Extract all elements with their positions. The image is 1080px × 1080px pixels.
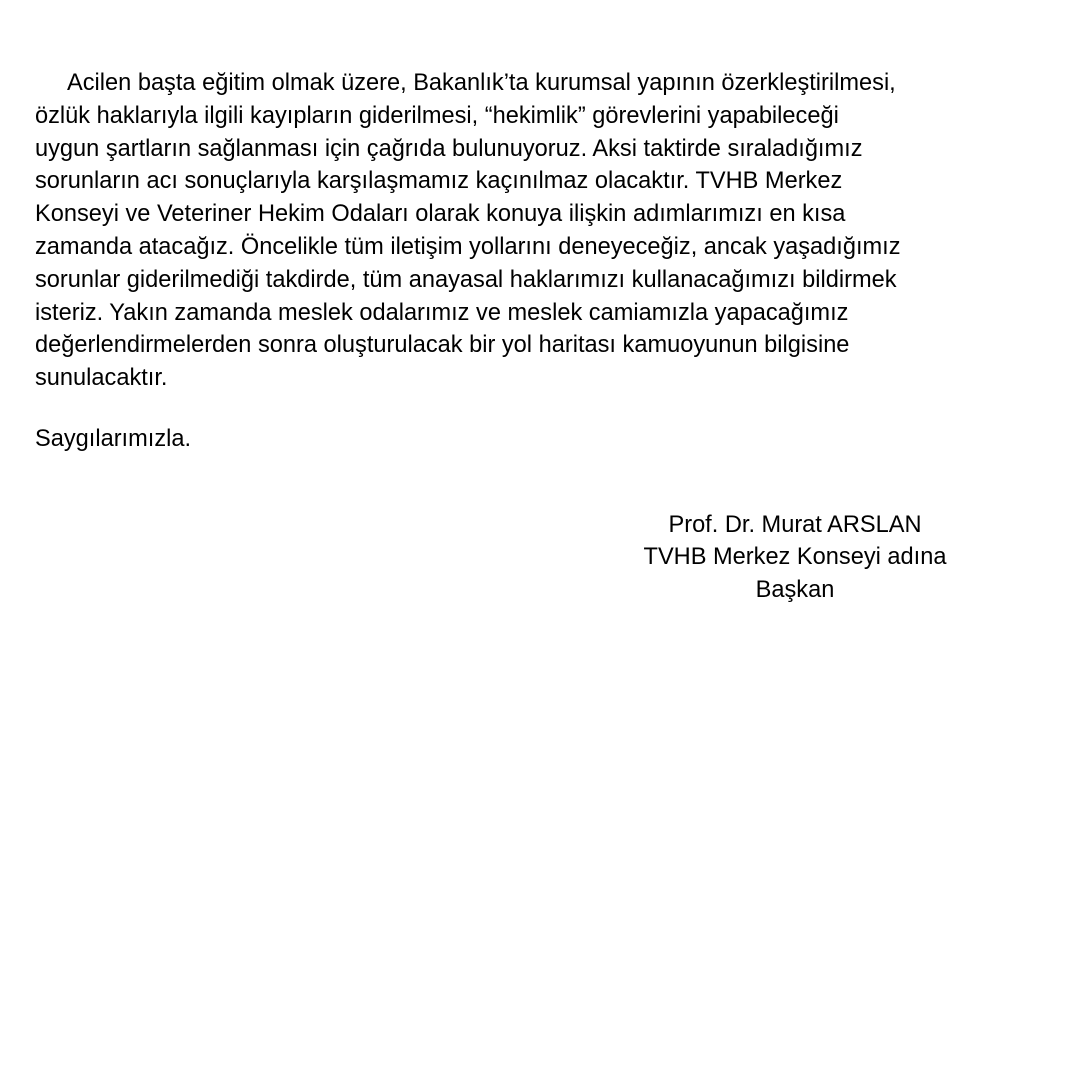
- letter-body-paragraph: [35, 67, 975, 395]
- signatory-title: Başkan: [755, 576, 835, 603]
- body-line: özlük haklarıyla ilgili kayıpların giderilmesi, “hekimlik” görevlerini yapabileceği: [35, 102, 839, 129]
- signature-block: [595, 509, 995, 606]
- body-line: değerlendirmelerden sonra oluşturulacak bir yol haritası kamuoyunun bilgisine: [35, 332, 850, 359]
- closing-salutation: Saygılarımızla.: [35, 426, 192, 452]
- body-line: sorunların acı sonuçlarıyla karşılaşmamız kaçınılmaz olacaktır. TVHB Merkez: [35, 168, 843, 195]
- body-line: uygun şartların sağlanması için çağrıda bulunuyoruz. Aksi taktirde sıraladığımız: [35, 135, 863, 162]
- signatory-organization: TVHB Merkez Konseyi adına: [643, 544, 947, 571]
- body-line: Konseyi ve Veteriner Hekim Odaları olarak konuya ilişkin adımlarımızı en kısa: [35, 201, 846, 228]
- signatory-name: Prof. Dr. Murat ARSLAN: [668, 512, 922, 538]
- body-line: isteriz. Yakın zamanda meslek odalarımız ve meslek camiamızla yapacağımız: [35, 299, 849, 326]
- body-line: Acilen başta eğitim olmak üzere, Bakanlık’ta kurumsal yapının özerkleştirilmesi,: [67, 70, 896, 96]
- body-line: zamanda atacağız. Öncelikle tüm iletişim yollarını deneyeceğiz, ancak yaşadığımız: [35, 233, 901, 260]
- body-line: sunulacaktır.: [35, 365, 168, 392]
- body-line: sorunlar giderilmediği takdirde, tüm anayasal haklarımızı kullanacağımızı bildirmek: [35, 266, 897, 293]
